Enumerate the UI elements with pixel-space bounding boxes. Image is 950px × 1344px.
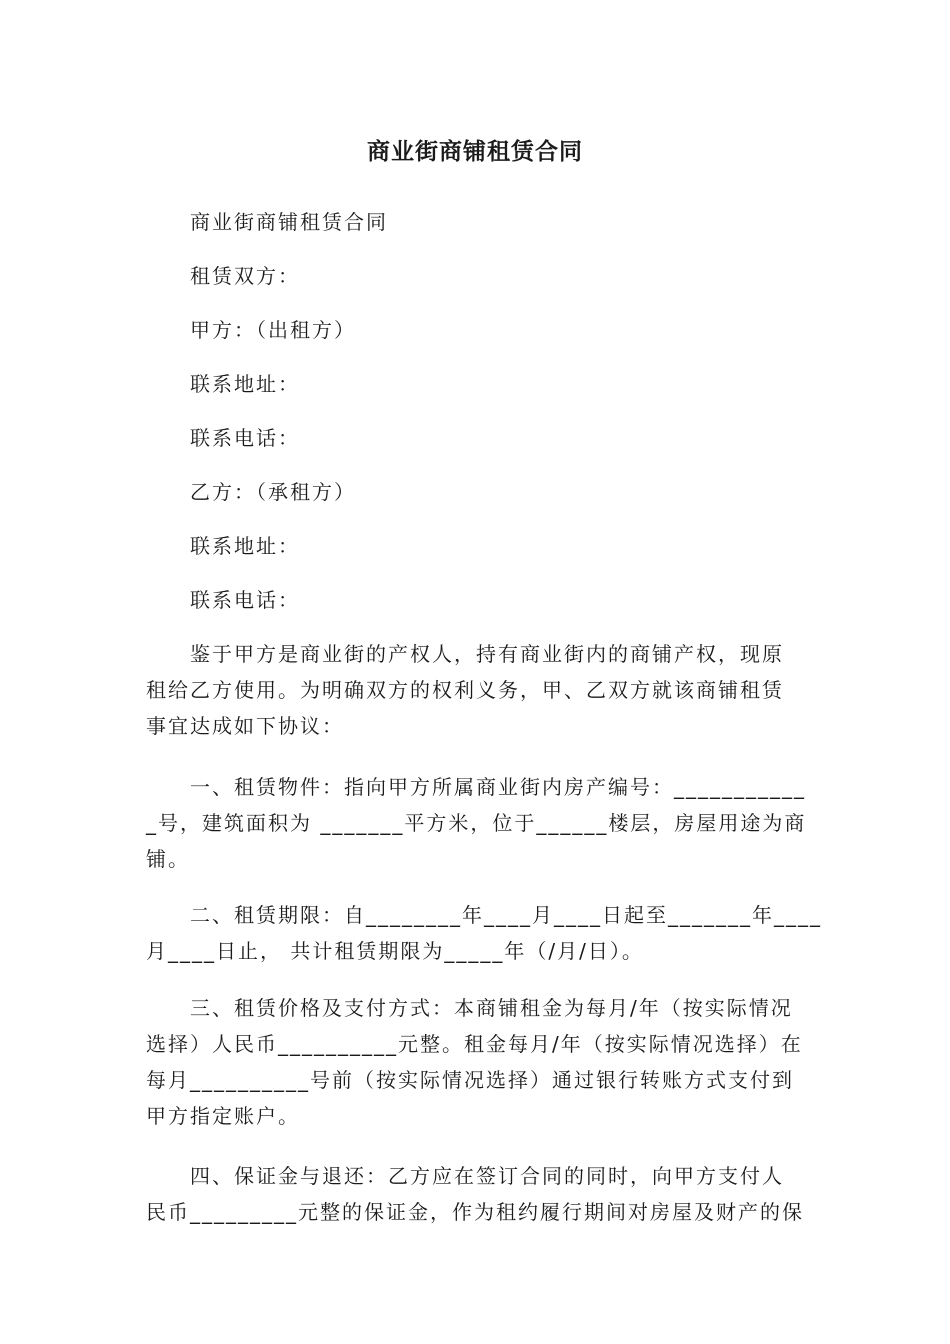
- paragraph-line: 四、保证金与退还：乙方应在签订合同的同时，向甲方支付人: [190, 1164, 784, 1188]
- party-b-phone: 联系电话：: [190, 588, 300, 612]
- clause-4-paragraph: [146, 1158, 806, 1230]
- paragraph-line: 事宜达成如下协议：: [146, 714, 344, 738]
- document-title: 商业街商铺租赁合同: [367, 139, 583, 165]
- party-b-address: 联系地址：: [190, 534, 300, 558]
- paragraph-line: 选择）人民币__________元整。租金每月/年（按实际情况选择）在: [146, 1032, 803, 1056]
- preamble-paragraph: [146, 636, 806, 744]
- subtitle-line: 商业街商铺租赁合同: [190, 210, 388, 234]
- paragraph-line: 一、租赁物件：指向甲方所属商业街内房产编号：___________: [190, 775, 806, 799]
- party-a-address: 联系地址：: [190, 372, 300, 396]
- paragraph-line: _号，建筑面积为 _______平方米，位于______楼层，房屋用途为商: [146, 811, 807, 835]
- paragraph-line: 二、租赁期限：自________年____月____日起至_______年____: [190, 903, 822, 927]
- parties-heading: 租赁双方：: [190, 264, 300, 288]
- party-a-label: 甲方：（出租方）: [190, 318, 356, 342]
- paragraph-line: 鉴于甲方是商业街的产权人，持有商业街内的商铺产权，现原: [190, 642, 784, 666]
- clause-1-paragraph: [146, 769, 806, 877]
- party-b-label: 乙方：（承租方）: [190, 480, 356, 504]
- paragraph-line: 铺。: [146, 847, 190, 871]
- paragraph-line: 民币_________元整的保证金，作为租约履行期间对房屋及财产的保: [146, 1200, 804, 1224]
- paragraph-line: 月____日止， 共计租赁期限为_____年（/月/日）。: [146, 939, 644, 963]
- party-a-phone: 联系电话：: [190, 426, 300, 450]
- paragraph-line: 租给乙方使用。为明确双方的权利义务，甲、乙双方就该商铺租赁: [146, 678, 784, 702]
- clause-2-paragraph: [146, 897, 822, 969]
- paragraph-line: 三、租赁价格及支付方式：本商铺租金为每月/年（按实际情况: [190, 996, 793, 1020]
- paragraph-line: 甲方指定账户。: [146, 1104, 300, 1128]
- paragraph-line: 每月__________号前（按实际情况选择）通过银行转账方式支付到: [146, 1068, 794, 1092]
- clause-3-paragraph: [146, 990, 806, 1134]
